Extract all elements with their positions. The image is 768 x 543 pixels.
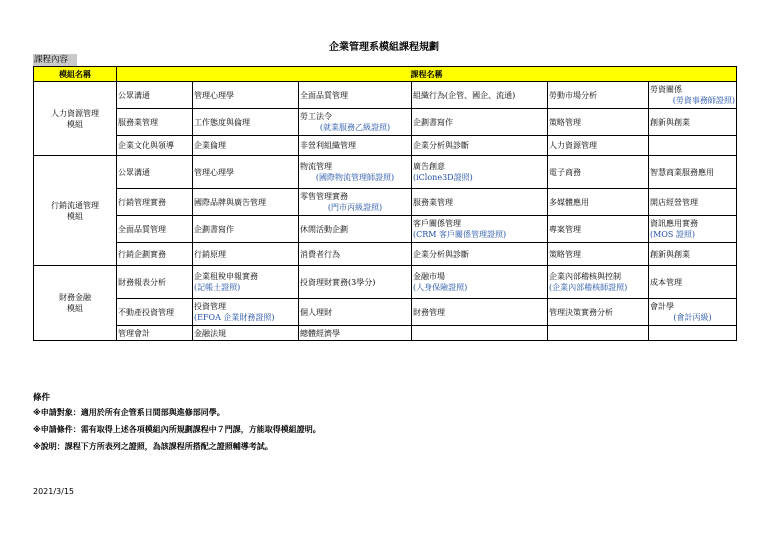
certificate-label: (會計丙級) — [673, 313, 712, 322]
course-name: 組織行為(企管、國企、流通) — [413, 90, 516, 100]
course-cell — [649, 136, 737, 156]
course-name: 資訊應用實務 — [650, 219, 698, 228]
table-row — [34, 109, 737, 136]
course-name: 廣告創意 — [413, 162, 445, 171]
certificate-label: (EFOA 企業財務證照) — [194, 313, 275, 322]
course-cell — [299, 266, 412, 299]
course-cell — [412, 326, 548, 341]
course-cell — [193, 82, 299, 109]
course-name: 財務管理 — [413, 307, 445, 317]
module-name-line: 財務金融 — [59, 293, 91, 302]
course-cell — [193, 216, 299, 243]
course-cell — [649, 216, 737, 243]
course-name: 全面品質管理 — [300, 90, 348, 100]
course-cell — [117, 109, 193, 136]
table-body — [34, 82, 737, 341]
table-row — [34, 189, 737, 216]
course-table — [33, 66, 737, 341]
course-name: 投資管理 — [194, 302, 226, 311]
module-name-line: 模組 — [67, 211, 83, 221]
module-name-header: 模組名稱 — [34, 67, 117, 82]
certificate-label: (iClone3D證照) — [413, 173, 473, 182]
course-name: 企業文化與領導 — [118, 141, 174, 150]
course-name: 智慧商業服務應用 — [650, 167, 714, 177]
course-cell — [548, 156, 649, 189]
certificate-label: (企業內部稽核師證照) — [549, 283, 628, 292]
course-cell — [117, 189, 193, 216]
table-row — [34, 266, 737, 299]
course-cell — [548, 216, 649, 243]
course-cell — [299, 326, 412, 341]
table-row — [34, 156, 737, 189]
certificate-label: (勞資事務師證照) — [672, 96, 736, 105]
course-name: 企劃書寫作 — [413, 117, 453, 127]
module-name-line: 模組 — [67, 304, 83, 313]
course-name: 成本管理 — [650, 277, 682, 287]
notes-title: 條件 — [33, 393, 51, 403]
course-name: 企業租稅申報實務 — [194, 272, 258, 281]
course-name: 公眾溝通 — [118, 90, 150, 100]
course-cell — [412, 299, 548, 326]
course-cell — [548, 326, 649, 341]
course-cell — [117, 136, 193, 156]
course-name: 人力資源管理 — [549, 141, 597, 150]
course-cell — [649, 156, 737, 189]
course-name: 勞資關係 — [650, 85, 682, 94]
course-name: 多媒體應用 — [549, 197, 589, 207]
course-name: 企業分析與診斷 — [413, 141, 469, 150]
course-cell — [412, 266, 548, 299]
course-name: 財務報表分析 — [118, 277, 166, 287]
course-name: 勞工法令 — [300, 112, 332, 121]
table-row — [34, 136, 737, 156]
certificate-label: (門市丙級證照) — [327, 203, 383, 212]
certificate-label: (就業服務乙級證照) — [319, 123, 391, 132]
course-cell — [649, 82, 737, 109]
course-cell — [299, 136, 412, 156]
course-cell — [299, 243, 412, 266]
course-name: 全面品質管理 — [118, 224, 166, 234]
course-cell — [649, 266, 737, 299]
course-cell — [193, 326, 299, 341]
course-cell — [649, 326, 737, 341]
course-name: 物流管理 — [300, 162, 332, 171]
course-cell — [548, 266, 649, 299]
course-cell — [117, 299, 193, 326]
course-cell — [117, 156, 193, 189]
module-name-line: 行銷流通管理 — [51, 200, 99, 210]
course-cell — [412, 216, 548, 243]
course-name: 企業內部稽核與控制 — [549, 272, 621, 281]
table-row — [34, 82, 737, 109]
course-cell — [117, 82, 193, 109]
course-cell — [412, 189, 548, 216]
course-cell — [412, 136, 548, 156]
course-name: 消費者行為 — [300, 249, 340, 259]
course-cell — [193, 266, 299, 299]
course-cell — [193, 156, 299, 189]
note-eligibility: ※申請對象：適用於所有企管系日間部與進修部同學。 — [33, 408, 225, 417]
course-cell — [649, 189, 737, 216]
course-name: 管理心理學 — [194, 167, 234, 177]
table-header-row — [34, 67, 737, 82]
course-name: 開店經營管理 — [650, 197, 698, 207]
course-name: 個人理財 — [300, 307, 332, 317]
course-name: 行銷原理 — [194, 249, 226, 259]
table-row — [34, 216, 737, 243]
document-date: 2021/3/15 — [33, 487, 75, 496]
course-name: 策略管理 — [549, 117, 581, 127]
page-title: 企業管理系模組課程規劃 — [329, 42, 439, 53]
course-name: 投資理財實務(3學分) — [300, 277, 376, 287]
course-cell — [649, 243, 737, 266]
course-name: 國際品牌與廣告管理 — [194, 197, 266, 207]
course-name: 行銷企劃實務 — [118, 249, 166, 259]
course-name: 企業倫理 — [194, 141, 226, 150]
course-name: 會計學 — [650, 302, 674, 311]
course-cell — [299, 82, 412, 109]
course-cell — [412, 82, 548, 109]
course-cell — [548, 109, 649, 136]
section-label: 課程內容 — [33, 54, 77, 66]
course-cell — [117, 216, 193, 243]
certificate-label: (記帳士證照) — [194, 283, 241, 292]
course-cell — [117, 326, 193, 341]
course-name: 企業分析與診斷 — [413, 249, 469, 259]
course-cell — [548, 136, 649, 156]
certificate-label: (CRM 客戶關係管理證照) — [413, 230, 507, 239]
course-cell — [193, 136, 299, 156]
course-name: 創新與創業 — [650, 117, 690, 127]
course-name: 工作態度與倫理 — [194, 117, 250, 127]
course-name: 管理心理學 — [194, 90, 234, 100]
course-name: 企劃書寫作 — [194, 224, 234, 234]
module-name-line: 模組 — [67, 119, 83, 129]
course-name-header: 課程名稱 — [117, 67, 737, 82]
course-cell — [299, 216, 412, 243]
course-cell — [299, 299, 412, 326]
course-name: 客戶關係管理 — [413, 219, 461, 228]
course-cell — [412, 156, 548, 189]
module-name-cell — [34, 82, 117, 156]
course-name: 金融市場 — [413, 272, 445, 281]
certificate-label: (MOS 證照) — [650, 230, 696, 239]
course-cell — [548, 189, 649, 216]
note-explanation: ※說明：課程下方所表列之證照，為該課程所搭配之證照輔導考試。 — [33, 442, 273, 451]
course-name: 金融法規 — [194, 328, 226, 338]
course-name: 休閒活動企劃 — [300, 224, 348, 234]
table-row — [34, 326, 737, 341]
course-cell — [299, 109, 412, 136]
certificate-label: (人身保險證照) — [413, 283, 468, 292]
course-cell — [117, 266, 193, 299]
course-cell — [649, 109, 737, 136]
course-cell — [548, 299, 649, 326]
course-name: 勞動市場分析 — [549, 90, 597, 100]
module-name-line: 人力資源管理 — [51, 108, 99, 118]
course-name: 服務業管理 — [413, 197, 453, 207]
course-name: 管理會計 — [118, 328, 150, 338]
course-cell — [412, 243, 548, 266]
table-row — [34, 243, 737, 266]
course-cell — [548, 243, 649, 266]
course-cell — [299, 189, 412, 216]
course-name: 電子商務 — [549, 167, 581, 177]
course-name: 策略管理 — [549, 249, 581, 259]
course-cell — [193, 109, 299, 136]
course-name: 服務業管理 — [118, 117, 158, 127]
table-row — [34, 299, 737, 326]
course-cell — [299, 156, 412, 189]
course-cell — [193, 189, 299, 216]
course-name: 總體經濟學 — [300, 328, 340, 338]
course-name: 創新與創業 — [650, 249, 690, 259]
course-name: 非營利組織管理 — [300, 141, 356, 150]
certificate-label: (國際物流管理師證照) — [315, 173, 395, 182]
course-name: 管理決策實務分析 — [549, 307, 613, 317]
course-cell — [193, 299, 299, 326]
course-name: 不動產投資管理 — [118, 307, 174, 317]
note-requirement: ※申請條件：需有取得上述各項模組內所規劃課程中７門課，方能取得模組證明。 — [33, 425, 321, 434]
course-cell — [412, 109, 548, 136]
course-name: 公眾溝通 — [118, 167, 150, 177]
module-name-cell — [34, 156, 117, 266]
course-cell — [117, 243, 193, 266]
course-cell — [548, 82, 649, 109]
course-name: 專案管理 — [549, 224, 581, 234]
course-cell — [649, 299, 737, 326]
course-cell — [193, 243, 299, 266]
module-name-cell — [34, 266, 117, 341]
course-name: 零售管理實務 — [300, 192, 348, 201]
course-name: 行銷管理實務 — [118, 197, 166, 207]
